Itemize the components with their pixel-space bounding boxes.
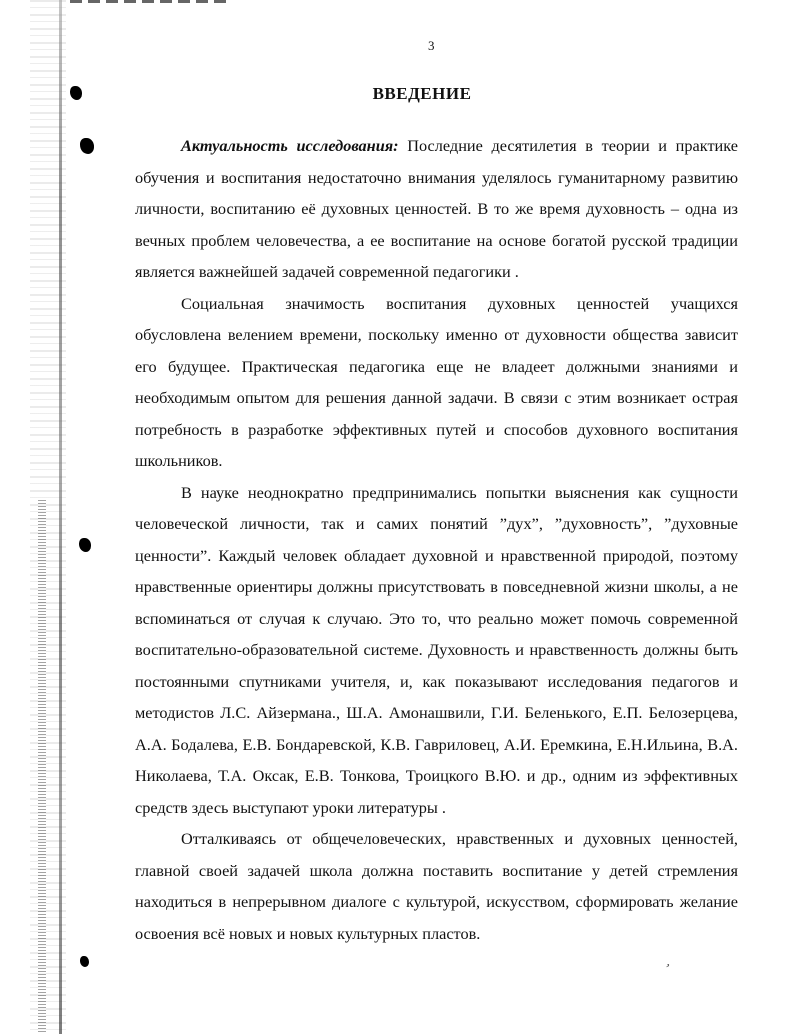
paragraph-relevance xyxy=(135,130,738,288)
scan-top-rule xyxy=(70,0,230,3)
pencil-tick-mark: ’ xyxy=(661,961,672,978)
paragraph-text: Последние десятилетия в теории и практике обучения и воспитания недостаточно внимания уделялось гуманитарному развитию личности, воспитанию её духовных ценностей. В то же время духовность – одна из вечных проблем человечества, а ее воспитание на основе богатой русской традиции является важнейшей задачей современной педагогики . xyxy=(135,136,738,281)
scan-edge-stripes xyxy=(38,500,46,1034)
page-title: ВВЕДЕНИЕ xyxy=(372,84,472,103)
scan-edge-line xyxy=(59,0,62,1034)
paragraph-school-task: Отталкиваясь от общечеловеческих, нравственных и духовных ценностей, главной своей задачей школа должна поставить воспитание у детей стремления находиться в непрерывном диалоге с культурой, искусством, сформировать желание освоения всё новых и новых культурных пластов. xyxy=(135,829,738,943)
paragraph-lead: Актуальность исследования: xyxy=(181,136,399,155)
paragraph-science-attempts: В науке неоднократно предпринимались попытки выяснения как сущности человеческой личности, так и самих понятий ”дух”, ”духовность”, ”духовные ценности”. Каждый человек обладает духовной и нравственной природой, поэтому нравственные ориентиры должны присутствовать в повседневной жизни школы, а не вспоминаться от случая к случаю. Это то, что реально может помочь современной воспитательно-образовательной системе. Духовность и нравственность должны быть постоянными спутниками учителя, и, как показывают исследования педагогов и методистов Л.С. Айзермана., Ш.А. Амонашвили, Г.И. Беленького, Е.П. Белозерцева, А.А. Бодалева, Е.В. Бондаревской, К.В. Гавриловец, А.И. Еремкина, Е.Н.Ильина, В.А. Николаева, Т.А. Оксак, Е.В. Тонкова, Троицкого В.Ю. и др., одним из эффективных средств здесь выступают уроки литературы . xyxy=(135,482,738,817)
binding-hole-mark xyxy=(80,956,89,967)
paragraph-social-significance: Социальная значимость воспитания духовных ценностей учащихся обусловлена велением времени, поскольку именно от духовности общества зависит его будущее. Практическая педагогика еще не владеет должными знаниями и необходимым опытом для решения данной задачи. В связи с этим возникает острая потребность в разработке эффективных путей и способов духовного воспитания школьников. xyxy=(135,293,738,470)
document-body xyxy=(135,130,738,949)
binding-hole-mark xyxy=(79,538,91,552)
page-number: 3 xyxy=(428,38,435,53)
binding-hole-mark xyxy=(80,138,94,154)
